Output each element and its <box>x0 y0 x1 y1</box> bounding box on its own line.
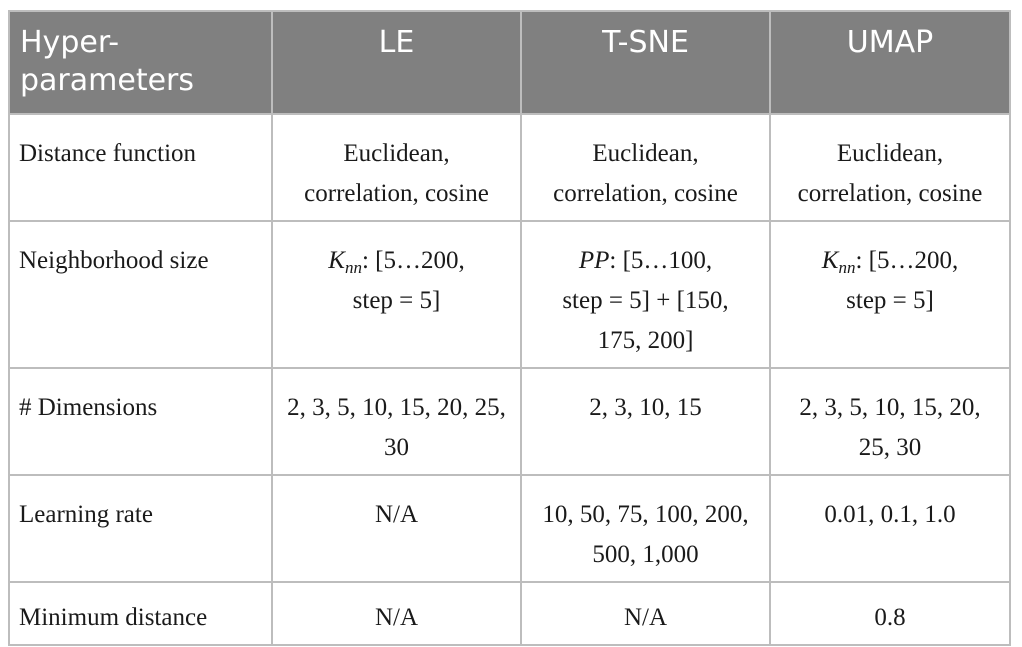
cell-le-dimensions <box>272 368 521 475</box>
table-row <box>9 582 1010 645</box>
cell-line: step = 5] <box>846 287 934 314</box>
hyperparameters-table <box>8 10 1011 646</box>
table-row <box>9 368 1010 475</box>
header-row <box>9 11 1010 114</box>
cell-text: : [5…100, <box>609 247 713 274</box>
cell-umap-minimum-distance <box>770 582 1010 645</box>
cell-line <box>522 241 769 281</box>
variable-name: K <box>328 247 345 274</box>
header-hyperparameters-line2: parameters <box>20 63 195 98</box>
cell-line: 30 <box>384 434 409 461</box>
header-le: LE <box>272 11 521 114</box>
cell-line: 0.01, 0.1, 1.0 <box>824 501 956 528</box>
variable-name: PP <box>578 247 610 274</box>
row-label-learning-rate: Learning rate <box>9 475 272 582</box>
cell-line: 500, 1,000 <box>592 541 699 568</box>
row-label-minimum-distance: Minimum distance <box>9 582 272 645</box>
cell-text: : [5…200, <box>855 247 959 274</box>
cell-line: N/A <box>374 604 419 631</box>
cell-line: 2, 3, 5, 10, 15, 20, <box>799 394 981 421</box>
row-label-dimensions: # Dimensions <box>9 368 272 475</box>
row-label-distance-function: Distance function <box>9 114 272 221</box>
cell-le-distance-function <box>272 114 521 221</box>
table-row <box>9 114 1010 221</box>
cell-line: 10, 50, 75, 100, 200, <box>542 501 749 528</box>
cell-line: Euclidean, <box>592 140 699 167</box>
variable-name: K <box>821 247 839 274</box>
cell-line: 2, 3, 5, 10, 15, 20, 25, <box>287 394 506 421</box>
cell-le-minimum-distance <box>272 582 521 645</box>
table-row <box>9 221 1010 368</box>
cell-tsne-dimensions <box>521 368 770 475</box>
cell-line: Euclidean, <box>343 140 450 167</box>
cell-umap-learning-rate <box>770 475 1010 582</box>
cell-tsne-minimum-distance <box>521 582 770 645</box>
header-tsne: T-SNE <box>521 11 770 114</box>
cell-tsne-distance-function <box>521 114 770 221</box>
row-label-neighborhood-size: Neighborhood size <box>9 221 272 368</box>
cell-line: 25, 30 <box>858 434 922 461</box>
header-hyperparameters <box>9 11 272 114</box>
cell-line: N/A <box>374 501 419 528</box>
cell-umap-distance-function <box>770 114 1010 221</box>
cell-text: : [5…200, <box>361 247 465 274</box>
cell-tsne-learning-rate <box>521 475 770 582</box>
cell-line: correlation, cosine <box>553 180 738 207</box>
cell-line: N/A <box>623 604 668 631</box>
cell-umap-neighborhood-size <box>770 221 1010 368</box>
cell-tsne-neighborhood-size <box>521 221 770 368</box>
variable-subscript: nn <box>838 258 856 277</box>
cell-line <box>273 241 520 281</box>
cell-line: correlation, cosine <box>797 180 983 207</box>
header-hyperparameters-line1: Hyper- <box>20 25 120 60</box>
cell-line: 0.8 <box>874 604 906 631</box>
cell-line: correlation, cosine <box>304 180 489 207</box>
cell-line <box>771 241 1009 281</box>
cell-line: step = 5] <box>352 287 441 314</box>
cell-line: Euclidean, <box>836 140 944 167</box>
cell-line: step = 5] + [150, <box>562 287 729 314</box>
cell-le-learning-rate <box>272 475 521 582</box>
cell-le-neighborhood-size <box>272 221 521 368</box>
table-row <box>9 475 1010 582</box>
cell-line: 175, 200] <box>597 327 694 354</box>
cell-line: 2, 3, 10, 15 <box>589 394 702 421</box>
variable-subscript: nn <box>344 258 362 277</box>
cell-umap-dimensions <box>770 368 1010 475</box>
header-umap: UMAP <box>770 11 1010 114</box>
